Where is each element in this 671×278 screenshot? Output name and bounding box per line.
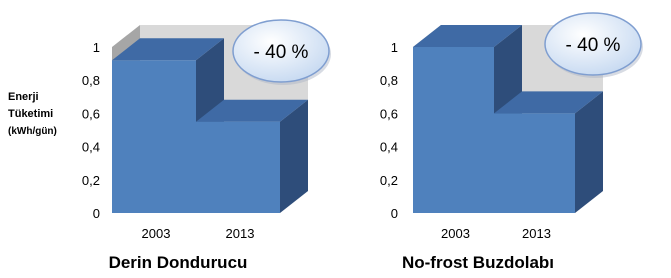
- reduction-badge-label: - 40 %: [253, 42, 309, 63]
- y-tick-label: 0,6: [81, 106, 100, 122]
- y-tick-label: 0: [92, 206, 100, 221]
- chart-derin-dondurucu: [82, 20, 331, 272]
- x-tick-label: 2003: [441, 226, 470, 241]
- chart-title: No-frost Buzdolabı: [401, 253, 555, 272]
- bar-2013: [494, 113, 575, 213]
- y-tick-label: 1: [390, 40, 398, 55]
- y-axis-title-line1: Enerji: [8, 91, 39, 103]
- y-tick-label: 1: [92, 40, 100, 55]
- y-tick-label: 0,2: [379, 172, 398, 188]
- y-tick-label: 0,8: [379, 73, 398, 89]
- y-tick-label: 0,8: [81, 73, 100, 89]
- x-tick-label: 2013: [522, 226, 551, 241]
- chart-title: Derin Dondurucu: [108, 253, 248, 272]
- bar-2003: [112, 60, 196, 213]
- y-tick-label: 0: [390, 206, 398, 221]
- y-tick-label: 0,4: [379, 139, 398, 155]
- y-axis-title-line3: (kWh/gün): [8, 126, 57, 137]
- chart-no-frost-buzdolabi: [380, 13, 643, 272]
- y-tick-label: 0,4: [81, 139, 100, 155]
- y-tick-label: 0,6: [379, 106, 398, 122]
- bar-2003: [413, 47, 494, 213]
- y-axis-title-line2: Tüketimi: [8, 108, 54, 120]
- x-tick-label: 2003: [141, 226, 171, 241]
- bar-2013: [196, 122, 280, 213]
- x-tick-label: 2013: [225, 226, 255, 241]
- y-tick-label: 0,2: [81, 172, 100, 188]
- reduction-badge-label: - 40 %: [565, 35, 621, 56]
